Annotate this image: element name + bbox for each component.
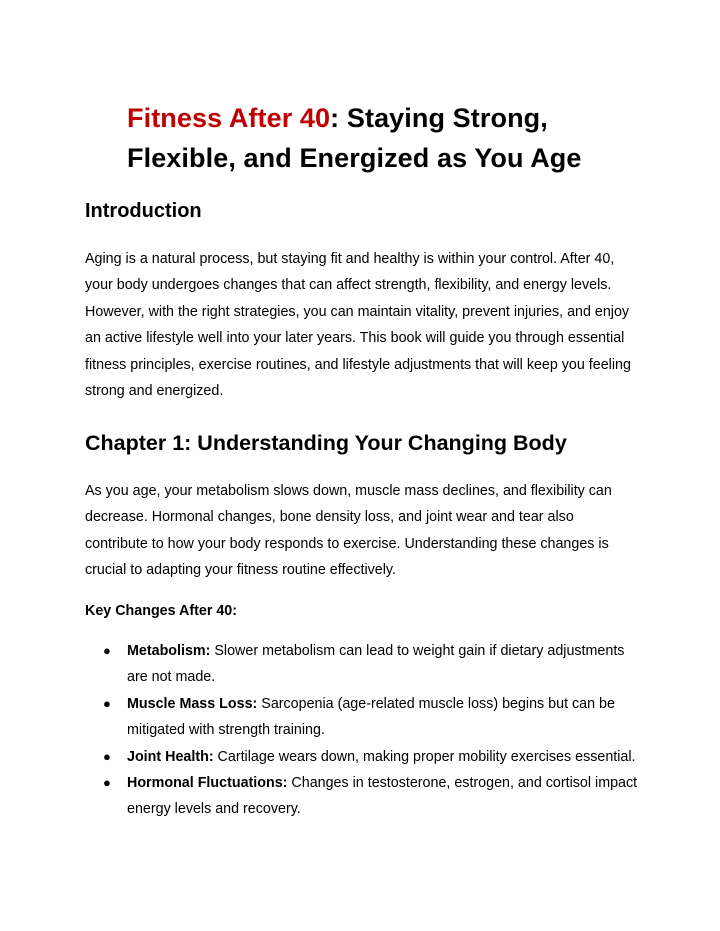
bullet-icon: ● bbox=[103, 775, 111, 791]
list-item-term: Metabolism: bbox=[127, 643, 211, 659]
bullet-icon: ● bbox=[103, 748, 111, 764]
introduction-paragraph: Aging is a natural process, but staying fit and healthy is within your control. After 40, your body undergoes changes that can affect strength, flexibility, and energy levels. However, with the right strategies, you can maintain vitality, prevent injuries, and enjoy an active lifestyle well into your later years. This book will guide you through essential fitness principles, exercise routines, and lifestyle adjustments that will keep you feeling strong and energized. bbox=[85, 251, 631, 400]
chapter-1-heading: Chapter 1: Understanding Your Changing Body bbox=[85, 431, 567, 455]
list-item-text: Changes in testosterone, estrogen, and cortisol impact energy levels and recovery. bbox=[127, 775, 638, 818]
chapter-1-paragraph: As you age, your metabolism slows down, muscle mass declines, and flexibility can decrease. Hormonal changes, bone density loss, and joint wear and tear also contribute to how your body responds to exercise. Understanding these changes is crucial to adapting your fitness routine effectively. bbox=[85, 483, 612, 579]
introduction-heading: Introduction bbox=[85, 200, 202, 222]
list-item bbox=[85, 638, 640, 691]
key-changes-subheading: Key Changes After 40: bbox=[85, 603, 238, 619]
bullet-icon: ● bbox=[103, 695, 111, 711]
key-changes-list bbox=[85, 638, 640, 823]
title-rest: : Staying Strong, Flexible, and Energized as You Age bbox=[127, 103, 582, 173]
list-item-text: Slower metabolism can lead to weight gain if dietary adjustments are not made. bbox=[127, 643, 625, 686]
list-item-term: Joint Health: bbox=[127, 748, 214, 765]
list-item-term: Muscle Mass Loss: bbox=[127, 695, 258, 712]
title-accent: Fitness After 40 bbox=[127, 103, 331, 133]
list-item bbox=[85, 744, 640, 770]
list-item-term: Hormonal Fluctuations: bbox=[127, 775, 288, 792]
page-title bbox=[127, 98, 647, 178]
list-item bbox=[85, 770, 640, 823]
list-item-text: Sarcopenia (age-related muscle loss) begins but can be mitigated with strength training. bbox=[127, 695, 615, 739]
list-item bbox=[85, 691, 640, 744]
list-item-text: Cartilage wears down, making proper mobility exercises essential. bbox=[213, 748, 636, 765]
bullet-icon: ● bbox=[103, 643, 111, 658]
